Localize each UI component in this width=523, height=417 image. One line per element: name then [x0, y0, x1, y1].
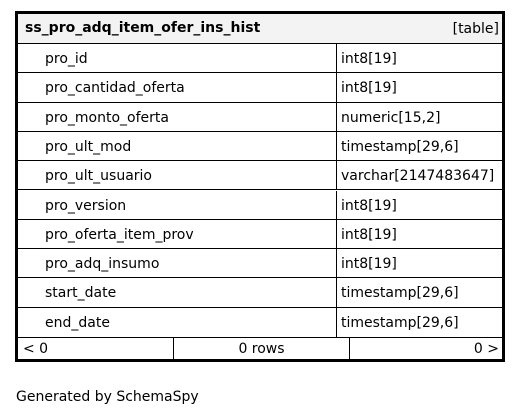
column-type: timestamp[29,6]	[341, 138, 459, 155]
column-type: int8[19]	[341, 80, 397, 97]
column-type-cell	[337, 161, 502, 190]
column-name: start_date	[45, 285, 117, 302]
column-name: pro_id	[45, 51, 88, 67]
column-name: pro_monto_oferta	[45, 109, 169, 126]
column-type: varchar[2147483647]	[341, 168, 495, 185]
children-count: 0 >	[473, 341, 499, 357]
table-row	[18, 103, 502, 132]
column-type-cell	[337, 308, 502, 337]
column-name-cell	[18, 73, 337, 102]
table-row	[18, 132, 502, 161]
column-type-cell	[337, 220, 502, 249]
column-type: int8[19]	[341, 256, 397, 273]
table-row	[18, 308, 502, 337]
table-footer	[18, 337, 502, 359]
table-row	[18, 191, 502, 220]
column-name: pro_cantidad_oferta	[45, 80, 185, 97]
table-row	[18, 220, 502, 249]
column-type: numeric[15,2]	[341, 109, 441, 126]
column-name-cell	[18, 44, 337, 73]
table-node	[15, 11, 505, 362]
parents-count-cell	[18, 338, 174, 359]
column-type: int8[19]	[341, 51, 397, 67]
column-type-cell	[337, 278, 502, 307]
column-name: pro_version	[45, 197, 127, 214]
column-name-cell	[18, 191, 337, 220]
table-name: ss_pro_adq_item_ofer_ins_hist	[25, 20, 261, 36]
column-name: end_date	[45, 314, 110, 331]
table-row	[18, 161, 502, 190]
column-type: int8[19]	[341, 226, 397, 243]
table-kind-label: [table]	[452, 21, 499, 37]
table-row	[18, 44, 502, 73]
column-name-cell	[18, 132, 337, 161]
column-name-cell	[18, 103, 337, 132]
column-type-cell	[337, 44, 502, 73]
table-row	[18, 249, 502, 278]
column-name: pro_adq_insumo	[45, 256, 160, 273]
column-type-cell	[337, 73, 502, 102]
table-header	[18, 14, 502, 44]
row-count-cell	[174, 338, 350, 359]
column-type: timestamp[29,6]	[341, 314, 459, 331]
column-type-cell	[337, 191, 502, 220]
column-name-cell	[18, 249, 337, 278]
column-name-cell	[18, 308, 337, 337]
column-type: timestamp[29,6]	[341, 285, 459, 302]
children-count-cell	[350, 338, 502, 359]
column-type-cell	[337, 103, 502, 132]
table-row	[18, 73, 502, 102]
table-row	[18, 278, 502, 307]
column-name: pro_oferta_item_prov	[45, 226, 194, 243]
column-name-cell	[18, 278, 337, 307]
column-type: int8[19]	[341, 197, 397, 214]
column-type-cell	[337, 249, 502, 278]
column-type-cell	[337, 132, 502, 161]
row-count: 0 rows	[238, 341, 285, 357]
column-name-cell	[18, 220, 337, 249]
column-name-cell	[18, 161, 337, 190]
parents-count: < 0	[23, 341, 49, 357]
column-name: pro_ult_usuario	[45, 168, 152, 185]
column-name: pro_ult_mod	[45, 138, 132, 155]
generator-credit: Generated by SchemaSpy	[16, 389, 199, 405]
